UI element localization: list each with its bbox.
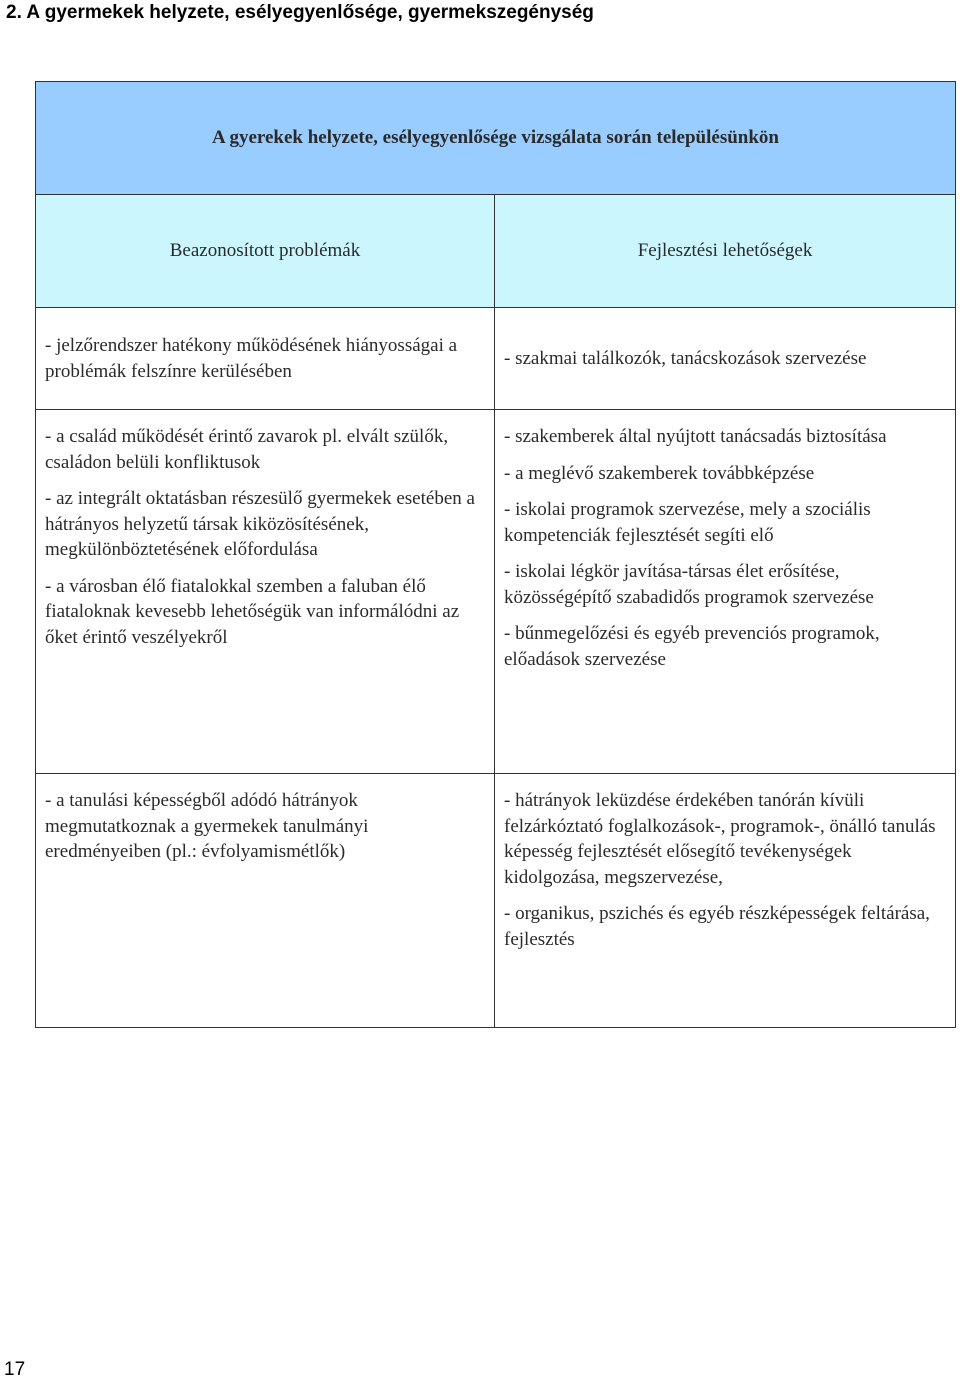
section-heading: 2. A gyermekek helyzete, esélyegyenlősége, gyermekszegénység <box>6 2 594 23</box>
problems-cell <box>36 308 495 410</box>
opportunity-item: - hátrányok leküzdése érdekében tanórán kívüli felzárkóztató foglalkozások-, programok-, önálló tanulás képesség fejlesztését elősegítő tevékenységek kidolgozása, megszervezése, <box>504 790 936 888</box>
problem-item: - jelzőrendszer hatékony működésének hiányosságai a problémák felszínre kerülésében <box>45 335 458 382</box>
opportunity-item: - szakmai találkozók, tanácskozások szervezése <box>504 347 867 369</box>
column-header-problems: Beazonosított problémák <box>36 195 495 308</box>
problem-item: - a tanulási képességből adódó hátrányok megmutatkoznak a gyermekek tanulmányi eredményeiben (pl.: évfolyamismétlők) <box>45 790 369 862</box>
page-number: 17 <box>4 1359 26 1380</box>
problems-cell <box>36 774 495 1028</box>
opportunities-cell <box>495 410 956 774</box>
opportunities-cell <box>495 774 956 1028</box>
problems-table <box>35 81 956 1028</box>
opportunity-item: - iskolai légkör javítása-társas élet erősítése, közösségépítő szabadidős programok szervezése <box>504 561 874 608</box>
opportunity-item: - bűnmegelőzési és egyéb prevenciós programok, előadások szervezése <box>504 623 880 670</box>
opportunity-item: - iskolai programok szervezése, mely a szociális kompetenciák fejlesztését segíti elő <box>504 499 871 546</box>
column-header-opportunities: Fejlesztési lehetőségek <box>495 195 956 308</box>
table-row <box>36 308 956 410</box>
table-row <box>36 410 956 774</box>
problem-item: - a család működését érintő zavarok pl. elvált szülők, családon belüli konfliktusok <box>45 426 449 473</box>
table-title: A gyerekek helyzete, esélyegyenlősége vizsgálata során településünkön <box>36 82 956 195</box>
opportunities-cell <box>495 308 956 410</box>
problem-item: - a városban élő fiatalokkal szemben a faluban élő fiataloknak kevesebb lehetőségük van informálódni az őket érintő veszélyekről <box>45 575 460 648</box>
opportunity-item: - szakemberek által nyújtott tanácsadás biztosítása <box>504 426 887 447</box>
table-row <box>36 774 956 1028</box>
opportunity-item: - a meglévő szakemberek továbbképzése <box>504 462 815 484</box>
problem-item: - az integrált oktatásban részesülő gyermekek esetében a hátrányos helyzetű társak kiközösítésének, megkülönböztetésének előfordulása <box>45 488 475 560</box>
opportunity-item: - organikus, pszichés és egyéb részképességek feltárása, fejlesztés <box>504 903 930 950</box>
problems-cell <box>36 410 495 774</box>
